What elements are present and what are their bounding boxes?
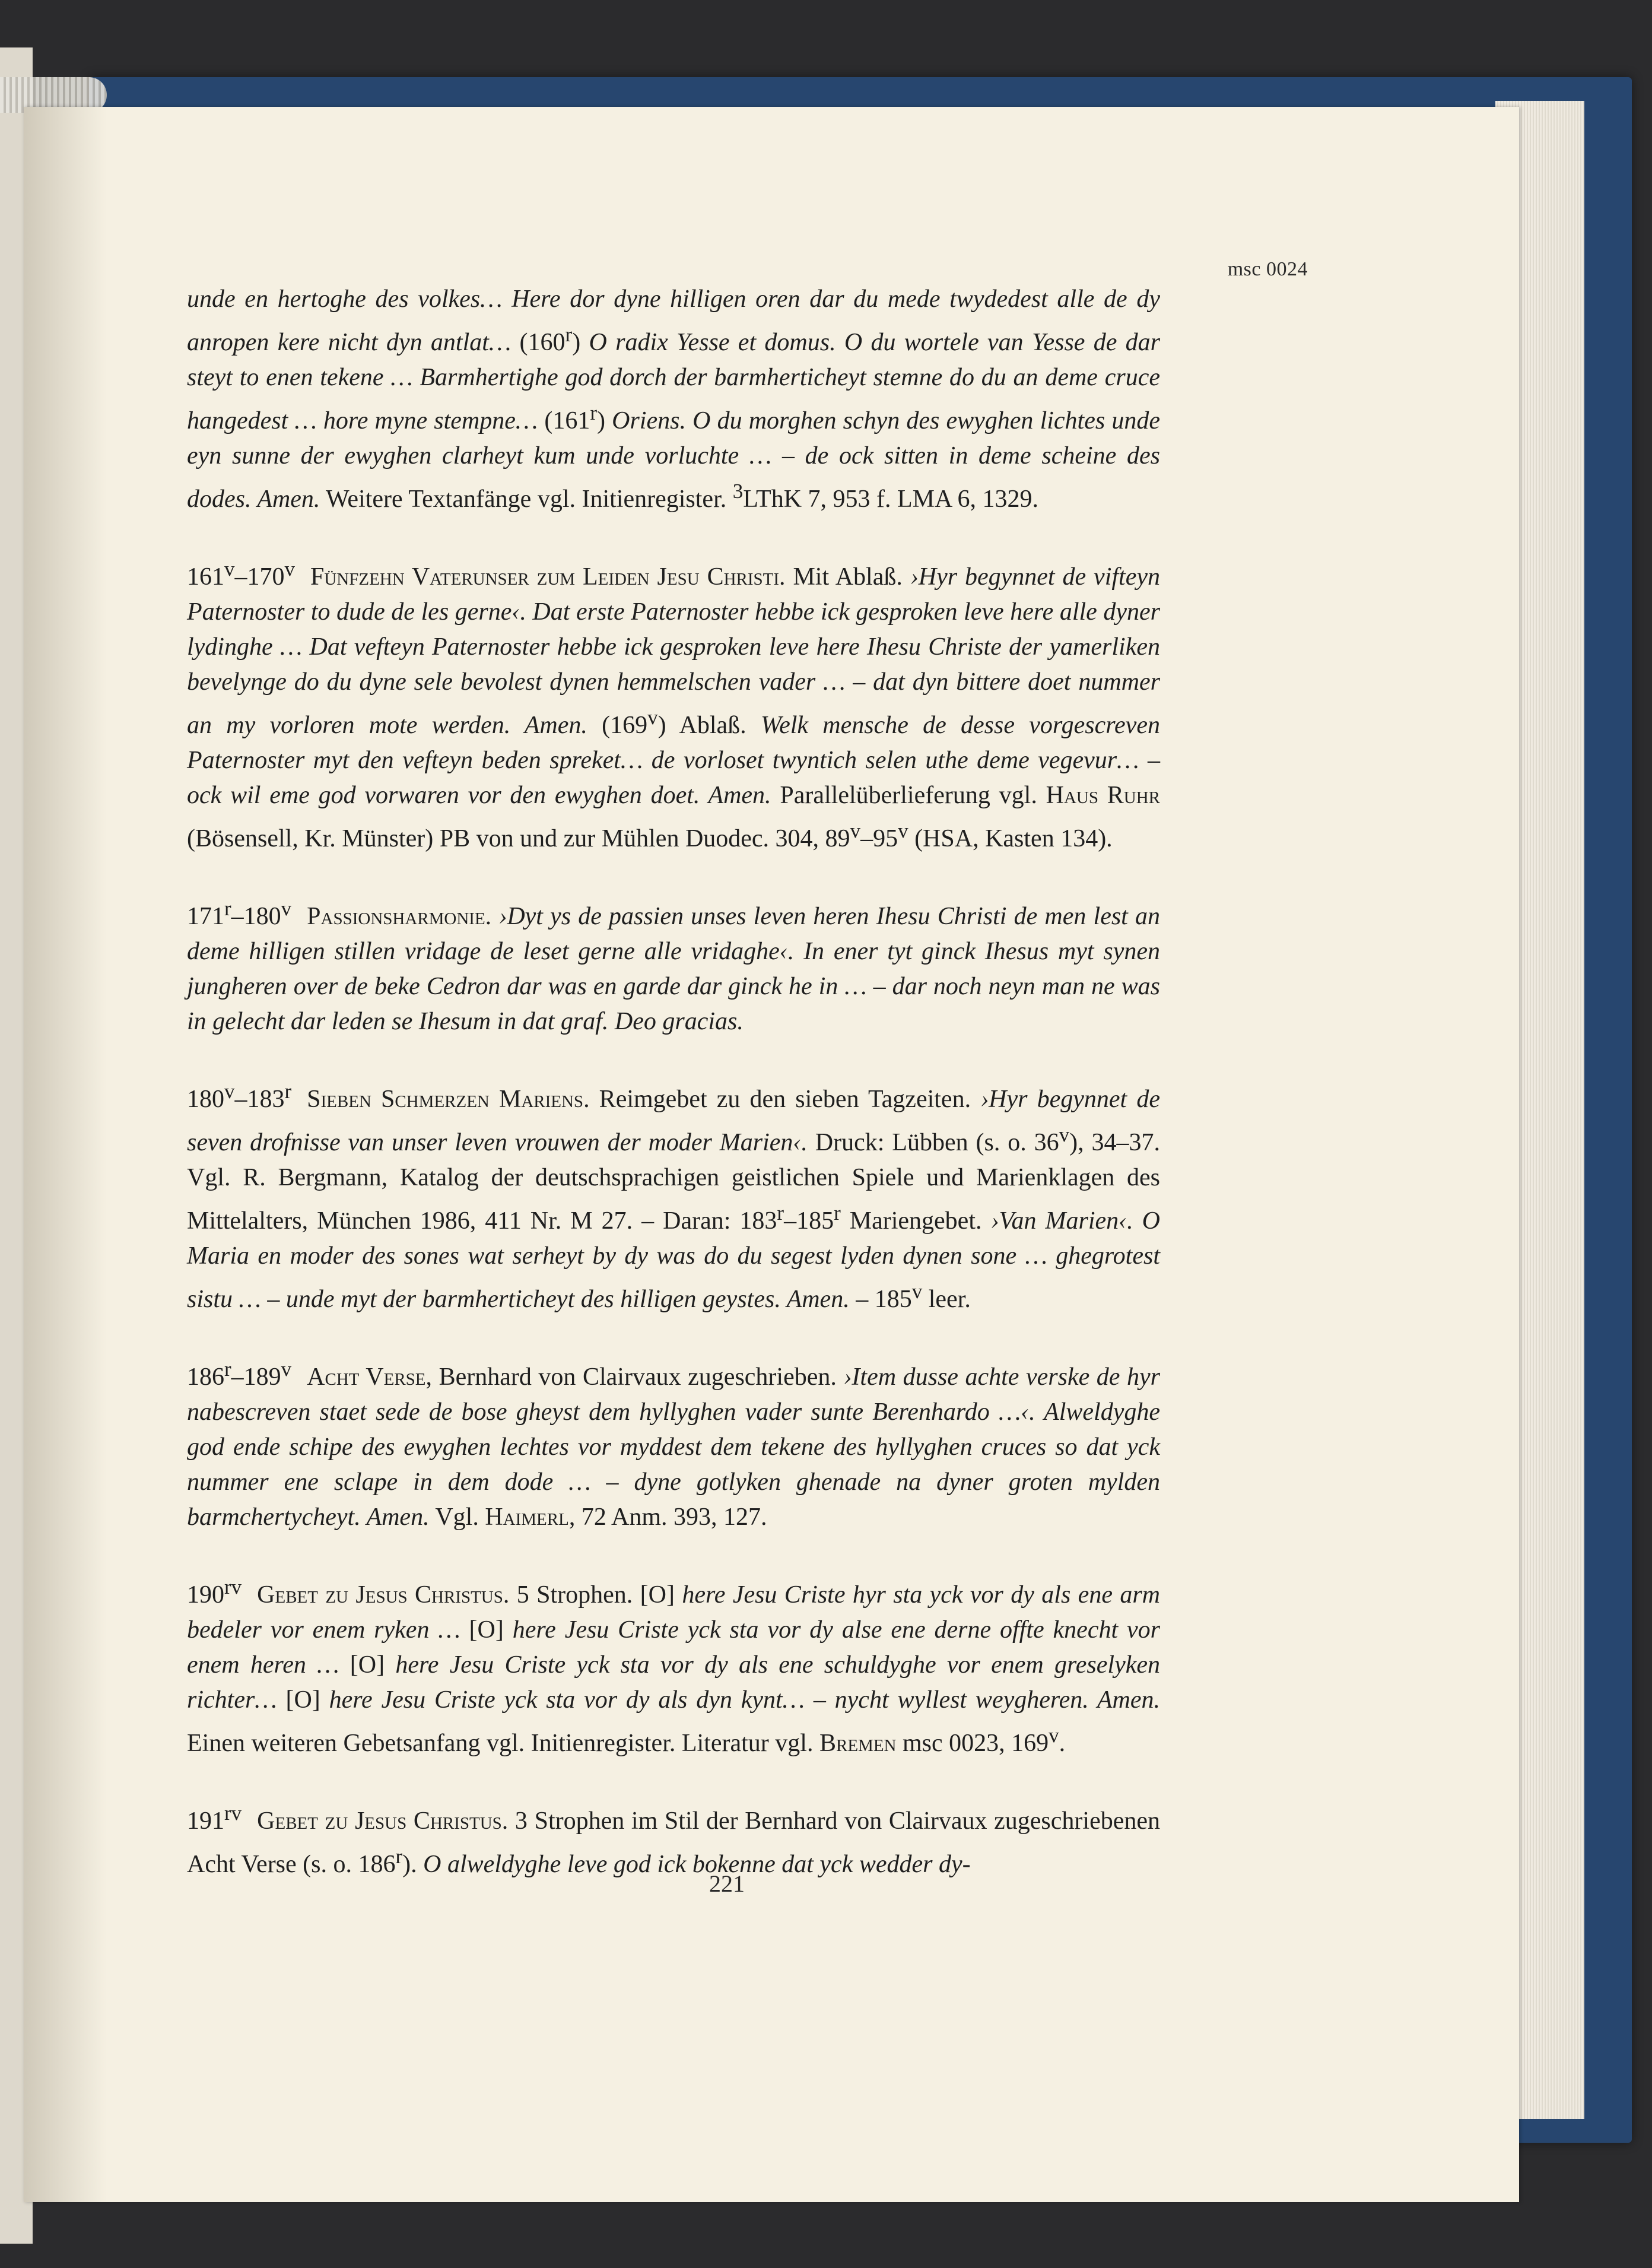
folio-range: 171$^r$–180$^v$ (187, 897, 292, 930)
entry-161v: 161$^v$–170$^v$ Fünfzehn Vaterunser zum Leiden Jesu Christi. Mit Ablaß. ›Hyr begynnet de vifteyn Paternoster to dude de les gerne‹. Dat erste Paternoster hebbe ick gesproken leve here alle dyner lydinghe … Dat vefteyn Paternoster hebbe ick gesproken leve here Ihesu Christe der yamerliken bevelynge do du dyne sele bevolest dynen hemmelschen vader … – dat dyn bittere doet nummer an my vorloren mote werden. Amen. (169$^v$) Ablaß. Welk mensche de desse vorgescreven Paternoster myt den vefteyn beden spreket… de vorloset twyntich selen uthe deme vegevur… – ock wil eme god vorwaren vor den ewyghen doet. Amen. Parallelüberlieferung vgl. Haus Ruhr (Bösensell, Kr. Münster) PB von und zur Mühlen Duodec. 304, 89$^v$–95$^v$ (HSA, Kasten 134). (187, 557, 1160, 852)
entry-title: Fünfzehn Vaterunser zum Leiden Jesu Christi (310, 563, 780, 591)
entry-180v: 180$^v$–183$^r$ Sieben Schmerzen Mariens. Reimgebet zu den sieben Tagzeiten. ›Hyr begynnet de seven drofnisse van unser leven vrouwen der moder Marien‹. Druck: Lübben (s. o. 36$^v$), 34–37. Vgl. R. Bergmann, Katalog der deutschsprachigen geistlichen Spiele und Marienklagen des Mittelalters, München 1986, 411 Nr. M 27. – Daran: 183$^r$–185$^r$ Mariengebet. ›Van Marien‹. O Maria en moder des sones wat serheyt by dy was do du segest lyden dynen sone … ghegrotest sistu … – unde myt der barmherticheyt des hilligen geystes. Amen. – 185$^v$ leer. (187, 1080, 1160, 1313)
entry-title: Gebet zu Jesus Christus (257, 1807, 502, 1835)
entry-191rv: $191^{rv}$ Gebet zu Jesus Christus. 3 Strophen im Stil der Bernhard von Clairvaux zugeschriebenen Acht Verse (s. o. 186$^r$). O alweldyghe leve god ick bokenne dat yck wedder dy- (187, 1801, 1160, 1878)
folio-range: 161$^v$–170$^v$ (187, 557, 295, 591)
entry-title: Passionsharmonie (307, 903, 485, 930)
entry-title: Sieben Schmerzen Mariens (307, 1086, 584, 1113)
folio-range: 180$^v$–183$^r$ (187, 1080, 292, 1113)
running-head: msc 0024 (1227, 258, 1308, 280)
entry-title: Gebet zu Jesus Christus (257, 1581, 503, 1609)
folio-range: $191^{rv}$ (187, 1801, 242, 1835)
catalog-text (187, 282, 1160, 1882)
folio-range: 186$^r$–189$^v$ (187, 1357, 292, 1391)
entry-171r: 171$^r$–180$^v$ Passionsharmonie. ›Dyt ys de passien unses leven heren Ihesu Christi de men lest an deme hilligen stillen vridage de leset gerne alle vridaghe‹. In ener tyt ginck Ihesus myt synen jungheren over de beke Cedron dar was en garde dar ginck he in … – dar noch neyn man ne was in gelecht dar leden se Ihesum in dat graf. Deo gracias. (187, 897, 1161, 1035)
folio-range: $190^{rv}$ (187, 1575, 242, 1609)
entry-190rv: $190^{rv}$ Gebet zu Jesus Christus. 5 Strophen. [O] here Jesu Criste hyr sta yck vor dy als ene arm bedeler vor enem ryken … [O] here Jesu Criste yck sta vor dy alse ene derne offte knecht vor enem heren … [O] here Jesu Criste yck sta vor dy als ene schuldyghe vor enem greselyken richter… [O] here Jesu Criste yck sta vor dy als dyn kynt… – nycht wyllest weygheren. Amen. Einen weiteren Gebetsanfang vgl. Initienregister. Literatur vgl. Bremen msc 0023, 169$^v$. (187, 1575, 1161, 1757)
entry-continuation: unde en hertoghe des volkes… Here dor dyne hilligen oren dar du mede twydedest alle de dy anropen kere nicht dyn antlat… (160$^r$) O radix Yesse et domus. O du wortele van Yesse de dar steyt to enen tekene … Barmhertighe god dorch der barmherticheyt stemne do du an deme cruce hangedest … hore myne stempne… (161$^r$) Oriens. O du morghen schyn des ewyghen lichtes unde eyn sunne der ewyghen clarheyt kum unde vorluchte … – de ock sitten in deme scheine des dodes. Amen. Weitere Textanfänge vgl. Initienregister. $^3$LThK 7, 953 f. LMA 6, 1329. (187, 286, 1160, 513)
spine-shadow (24, 107, 107, 2202)
entry-186r: 186$^r$–189$^v$ Acht Verse, Bernhard von Clairvaux zugeschrieben. ›Item dusse achte verske de hyr nabescreven staet sede de bose gheyst dem hyllyghen vader sunte Berenhardo …‹. Alweldyghe god ende schipe des ewyghen lechtes vor myddest dem tekene des hyllyghen cruces so dat yck nummer ene sclape in dem dode … – dyne gotlyken ghenade na dyner groten mylden barmchertycheyt. Amen. Vgl. Haimerl, 72 Anm. 393, 127. (187, 1357, 1160, 1531)
entry-title: Acht Verse (307, 1363, 426, 1391)
page-number: 221 (709, 1870, 745, 1897)
